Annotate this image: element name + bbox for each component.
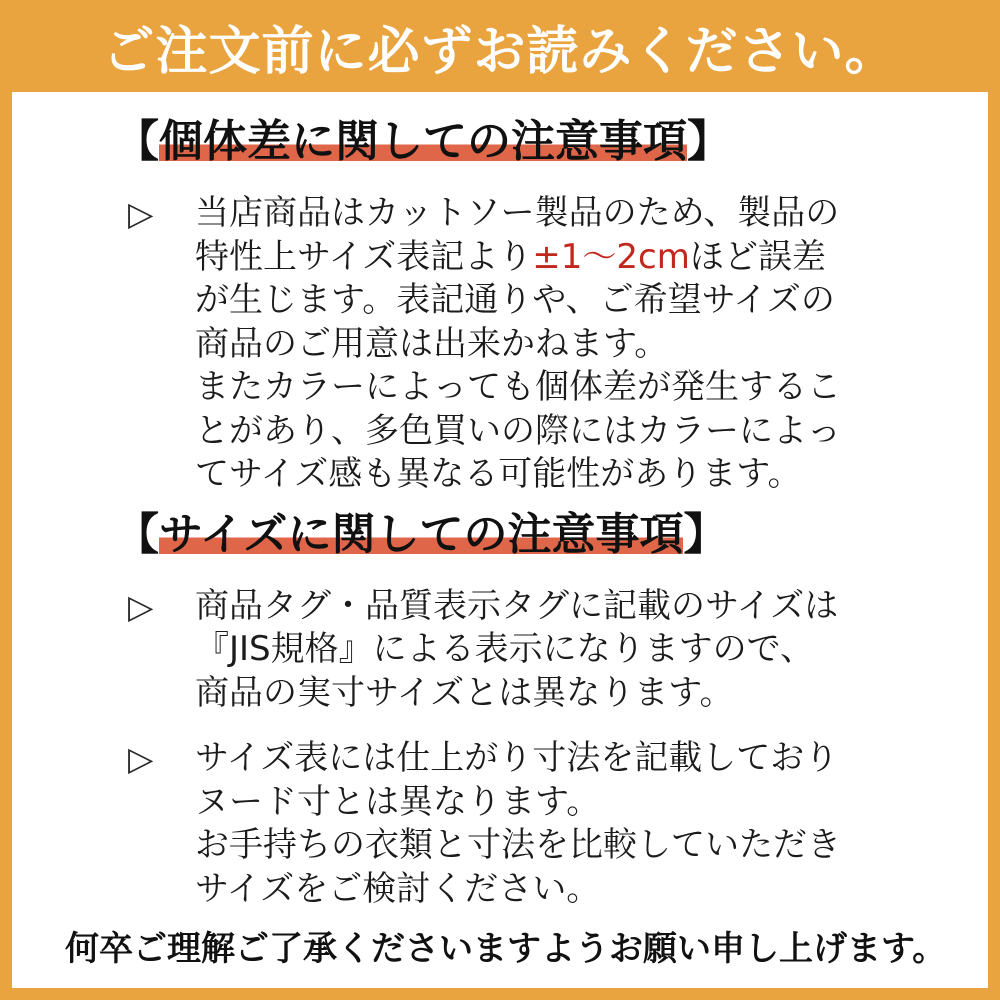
notice-line xyxy=(195,236,958,280)
bracket-open: 【 xyxy=(115,508,159,560)
notice-line: サイズ表には仕上がり寸法を記載しており xyxy=(195,738,839,778)
section-heading-text: サイズに関しての注意事項 xyxy=(159,508,684,560)
section-heading-text: 個体差に関しての注意事項 xyxy=(159,116,687,167)
section-heading-size xyxy=(115,507,958,563)
bracket-close: 】 xyxy=(683,508,728,560)
notice-line: 商品の実寸サイズとは異なります。 xyxy=(195,672,734,713)
content-panel xyxy=(12,92,988,988)
notice-line: 『JIS規格』による表示になりますので、 xyxy=(195,629,814,669)
line-segment: 特性上サイズ表記より xyxy=(195,236,533,277)
notice-line: 商品のご用意は出来かねます。 xyxy=(195,323,669,364)
bracket-open: 【 xyxy=(115,116,159,167)
tolerance-highlight: ±1〜2cm xyxy=(532,236,690,277)
notice-line: お手持ちの衣類と寸法を比較していただき xyxy=(195,825,841,865)
section-individual-difference xyxy=(115,114,958,497)
header-banner xyxy=(0,0,1000,92)
notice-line: サイズをご検討ください。 xyxy=(195,868,601,909)
notice-item xyxy=(115,737,958,911)
notice-item-lines xyxy=(195,585,958,716)
notice-line: 商品タグ・品質表示タグに記載のサイズは xyxy=(195,585,839,626)
notice-item-lines xyxy=(195,192,958,497)
bracket-close: 】 xyxy=(687,116,731,167)
notice-item xyxy=(115,192,958,497)
notice-line: てサイズ感も異なる可能性があります。 xyxy=(195,454,802,494)
line-segment: ほど誤差 xyxy=(689,236,826,277)
notice-body xyxy=(12,92,988,911)
notice-line: ヌード寸とは異なります。 xyxy=(195,781,601,822)
notice-item-lines xyxy=(195,737,958,911)
section-size xyxy=(115,507,958,912)
triangle-bullet-icon: ▷ xyxy=(128,739,154,778)
page-title: ご注文前に必ずお読みください。 xyxy=(102,21,898,82)
triangle-bullet-icon: ▷ xyxy=(128,194,154,233)
notice-line: またカラーによっても個体差が発生するこ xyxy=(195,367,841,407)
notice-line: が生じます。表記通りや、ご希望サイズの xyxy=(195,280,835,320)
notice-item xyxy=(115,585,958,716)
notice-line: とがあり、多色買いの際にはカラーによっ xyxy=(195,410,841,451)
notice-line: 当店商品はカットソー製品のため、製品の xyxy=(195,193,840,233)
footer-note: 何卒ご理解ご了承くださいますようお願い申し上げます。 xyxy=(65,929,947,969)
triangle-bullet-icon: ▷ xyxy=(128,586,154,626)
section-heading-individual-difference xyxy=(115,114,958,170)
